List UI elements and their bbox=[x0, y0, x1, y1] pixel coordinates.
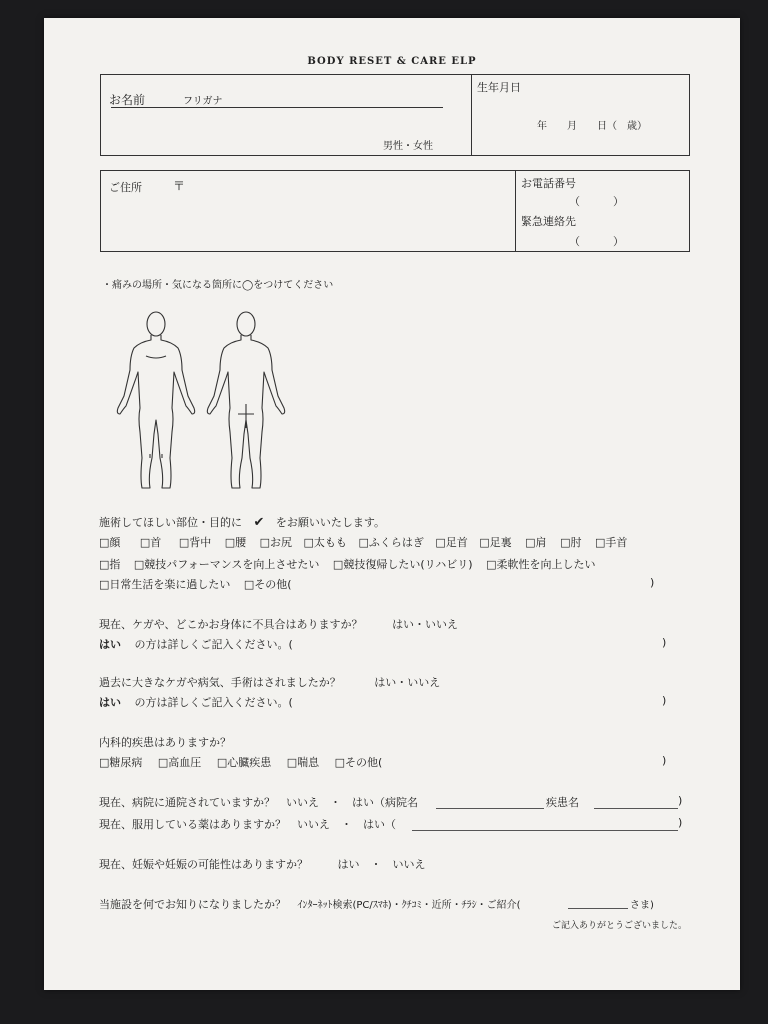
purpose-checkbox[interactable]: □競技パフォーマンスを向上させたい bbox=[133, 558, 320, 571]
pregnancy-yes-no[interactable]: はい ・ いいえ bbox=[337, 858, 426, 871]
close-paren: ) bbox=[662, 636, 667, 649]
referral-options[interactable]: ｲﾝﾀｰﾈｯﾄ検索(PC/ｽﾏﾎ)・ｸﾁｺﾐ・近所・ﾁﾗｼ・ご紹介( bbox=[297, 900, 521, 911]
close-paren: ) bbox=[650, 576, 655, 589]
back-body-figure bbox=[207, 312, 284, 488]
purpose-checkbox[interactable]: □太もも bbox=[303, 536, 347, 549]
purpose-checkbox[interactable]: □腰 bbox=[224, 536, 247, 549]
question-referral: 当施設を何でお知りになりましたか？ ｲﾝﾀｰﾈｯﾄ検索(PC/ｽﾏﾎ)・ｸﾁｺﾐ・近所・ﾁﾗｼ・ご紹介( bbox=[99, 898, 521, 911]
purpose-checkbox[interactable]: □日常生活を楽に過したい bbox=[99, 578, 231, 591]
birth-date-field[interactable]: 年 月 日（ 歳） bbox=[537, 121, 647, 132]
purpose-checkbox[interactable]: □背中 bbox=[178, 536, 212, 549]
purpose-checkbox[interactable]: □肩 bbox=[525, 536, 547, 549]
disease-checkbox[interactable]: □高血圧 bbox=[157, 756, 202, 769]
referral-name-line[interactable] bbox=[568, 908, 628, 909]
front-body-figure bbox=[117, 312, 194, 488]
purpose-checkbox[interactable]: □ふくらはぎ bbox=[358, 536, 424, 549]
disease-checkbox[interactable]: □糖尿病 bbox=[99, 756, 143, 769]
hospital-name-line[interactable] bbox=[436, 808, 544, 809]
purpose-checkbox[interactable]: □柔軟性を向上したい bbox=[486, 558, 596, 571]
purpose-checkbox[interactable]: □足裏 bbox=[479, 536, 512, 549]
disease-checkbox[interactable]: □心臓疾患 bbox=[216, 756, 272, 769]
purpose-other-checkbox[interactable]: □その他( bbox=[243, 578, 292, 591]
pain-prompt: ・痛みの場所・気になる箇所に◯をつけてください bbox=[102, 280, 334, 291]
purpose-checklist-row1 bbox=[99, 534, 637, 550]
purpose-prompt: 施術してほしい部位・目的に ✔ をお願いいたします。 bbox=[99, 515, 386, 530]
check-mark-icon: ✔ bbox=[253, 515, 265, 530]
past-illness-detail-field[interactable]: の方は詳しくご記入ください。( bbox=[134, 696, 293, 709]
sama-suffix: さま) bbox=[630, 900, 654, 911]
question-pregnancy: 現在、妊娠や妊娠の可能性はありますか？ はい ・ いいえ bbox=[99, 858, 426, 871]
box-divider bbox=[471, 75, 472, 155]
phone-field[interactable]: （ ） bbox=[569, 195, 624, 208]
purpose-checkbox[interactable]: □手首 bbox=[594, 536, 628, 549]
name-input-line[interactable] bbox=[111, 107, 443, 108]
purpose-checkbox[interactable]: □指 bbox=[99, 558, 121, 571]
form-paper bbox=[44, 18, 740, 990]
purpose-checkbox[interactable]: □足首 bbox=[435, 536, 468, 549]
past-illness-detail-row: はい の方は詳しくご記入ください。( bbox=[99, 696, 293, 709]
medication-line[interactable] bbox=[412, 830, 678, 831]
close-paren: ) bbox=[662, 694, 667, 707]
disease-checklist bbox=[99, 754, 392, 770]
disease-name-line[interactable] bbox=[594, 808, 678, 809]
question-internal-disease: 内科的疾患はありますか？ bbox=[99, 736, 231, 749]
birth-label: 生年月日 bbox=[477, 81, 521, 94]
purpose-checkbox[interactable]: □お尻 bbox=[259, 536, 293, 549]
disease-name-label: 疾患名 bbox=[546, 796, 579, 809]
address-label: ご住所 bbox=[109, 181, 142, 194]
name-label: お名前 bbox=[109, 93, 146, 107]
question-hospital: 現在、病院に通院されていますか？ いいえ ・ はい（病院名 bbox=[99, 796, 418, 809]
close-paren: ) bbox=[662, 754, 667, 767]
close-paren: ) bbox=[678, 794, 683, 807]
thanks-note: ご記入ありがとうございました。 bbox=[552, 921, 688, 931]
furigana-label: フリガナ bbox=[183, 96, 223, 107]
form-title: BODY RESET & CARE ELP bbox=[307, 56, 477, 67]
purpose-checkbox[interactable]: □肘 bbox=[560, 536, 582, 549]
emergency-field[interactable]: （ ） bbox=[569, 235, 624, 248]
gender-select[interactable]: 男性・女性 bbox=[383, 141, 433, 152]
purpose-checkbox[interactable]: □競技復帰したい(リハビリ) bbox=[332, 558, 473, 571]
disease-other-checkbox[interactable]: □その他( bbox=[334, 756, 383, 769]
question-injury: 現在、ケガや、どこかお身体に不具合はありますか？ はい・いいえ bbox=[99, 618, 459, 631]
body-diagram[interactable] bbox=[110, 308, 300, 494]
postal-mark: 〒 bbox=[173, 179, 186, 193]
disease-checkbox[interactable]: □喘息 bbox=[286, 756, 320, 769]
purpose-checklist-row2 bbox=[99, 556, 605, 572]
purpose-checkbox[interactable]: □首 bbox=[139, 536, 162, 549]
address-box bbox=[100, 170, 690, 252]
close-paren: ) bbox=[678, 816, 683, 829]
box-divider bbox=[515, 171, 516, 251]
emergency-label: 緊急連絡先 bbox=[521, 215, 576, 228]
purpose-checkbox[interactable]: □顔 bbox=[99, 536, 121, 549]
question-medication: 現在、服用している薬はありますか？ いいえ ・ はい（ bbox=[99, 818, 396, 831]
phone-label: お電話番号 bbox=[521, 177, 576, 190]
injury-detail-field[interactable]: の方は詳しくご記入ください。( bbox=[134, 638, 293, 651]
name-box bbox=[100, 74, 690, 156]
purpose-checklist-row3 bbox=[99, 576, 302, 592]
injury-yes-no[interactable]: はい・いいえ bbox=[392, 618, 459, 631]
question-past-illness: 過去に大きなケガや病気、手術はされましたか？ はい・いいえ bbox=[99, 676, 441, 689]
past-illness-yes-no[interactable]: はい・いいえ bbox=[374, 676, 441, 689]
injury-detail-row: はい の方は詳しくご記入ください。( bbox=[99, 638, 293, 651]
